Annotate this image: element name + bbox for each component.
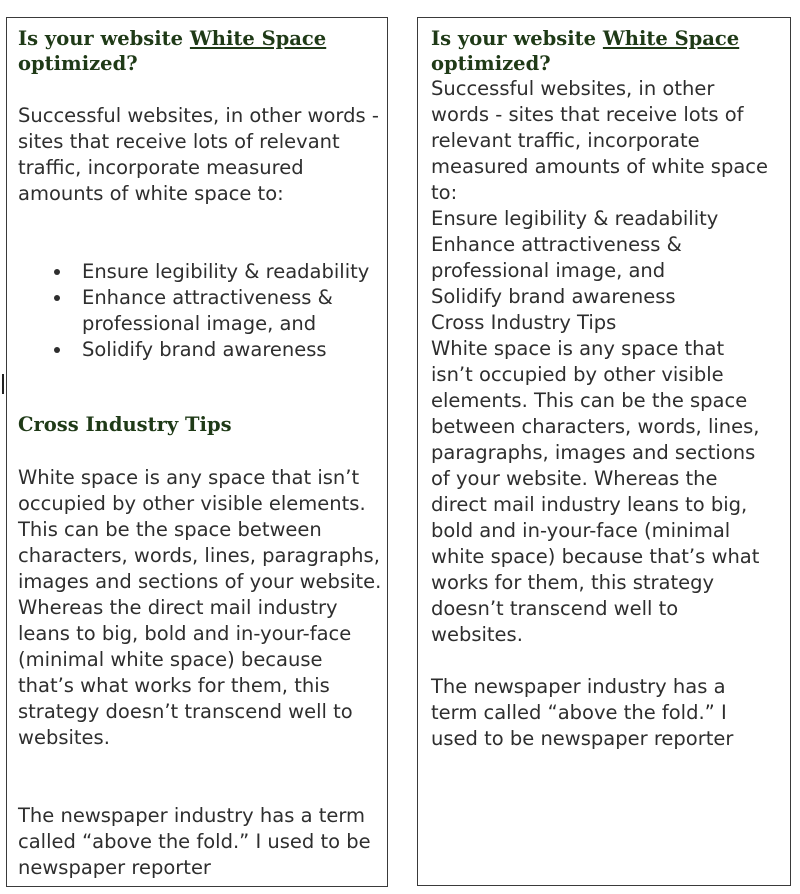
section-subheading: Cross Industry Tips	[18, 413, 232, 436]
white-space-link[interactable]: White Space	[189, 27, 327, 50]
plain-text-panel	[417, 17, 791, 886]
plain-line-3: Solidify brand awareness	[431, 285, 676, 308]
white-space-link[interactable]: White Space	[602, 27, 740, 50]
panel-heading	[18, 26, 378, 76]
heading-text: Is your website	[431, 27, 603, 50]
bullet-icon	[54, 269, 60, 275]
list-item	[18, 337, 380, 363]
list-item	[18, 285, 380, 337]
plain-line-4: Cross Industry Tips	[431, 311, 617, 334]
body-paragraph: White space is any space that isn’t occupied by other visible elements. This can be the space between characters, words, lines, paragraphs, images and sections of your website. Whereas the direct mail industry leans to big, bold and in-your-face (minimal white space) because that’s what works for them, this strategy doesn’t transcend well to websites.	[431, 337, 760, 646]
heading-text-end: optimized?	[18, 52, 138, 75]
body-paragraph: White space is any space that isn’t occupied by other visible elements. This can be the space between characters, words, lines, paragraphs, images and sections of your website. Whereas the direct mail industry leans to big, bold and in-your-face (minimal white space) because that’s what works for them, this strategy doesn’t transcend well to websites.	[18, 466, 382, 749]
plain-line-1: Ensure legibility & readability	[431, 207, 719, 230]
formatted-text-panel	[6, 17, 388, 887]
closing-paragraph: The newspaper industry has a term called “above the fold.” I used to be newspaper reporter	[18, 804, 371, 879]
heading-text-end: optimized?	[431, 52, 551, 75]
panel-heading	[431, 26, 786, 76]
list-item	[18, 259, 380, 285]
list-item-text: Enhance attractiveness & professional image, and	[82, 286, 333, 335]
bullet-list	[18, 259, 380, 363]
intro-paragraph: Successful websites, in other words - sites that receive lots of relevant traffic, incorporate measured amounts of white space to:	[18, 104, 379, 205]
bullet-icon	[54, 347, 60, 353]
list-item-text: Solidify brand awareness	[82, 338, 327, 361]
intro-paragraph: Successful websites, in other words - sites that receive lots of relevant traffic, incorporate measured amounts of white space to:	[431, 77, 768, 204]
bullet-icon	[54, 295, 60, 301]
closing-paragraph: The newspaper industry has a term called “above the fold.” I used to be newspaper reporter	[431, 675, 734, 750]
list-item-text: Ensure legibility & readability	[82, 260, 370, 283]
text-cursor	[2, 374, 4, 394]
plain-line-2: Enhance attractiveness & professional image, and	[431, 233, 682, 282]
heading-text: Is your website	[18, 27, 190, 50]
